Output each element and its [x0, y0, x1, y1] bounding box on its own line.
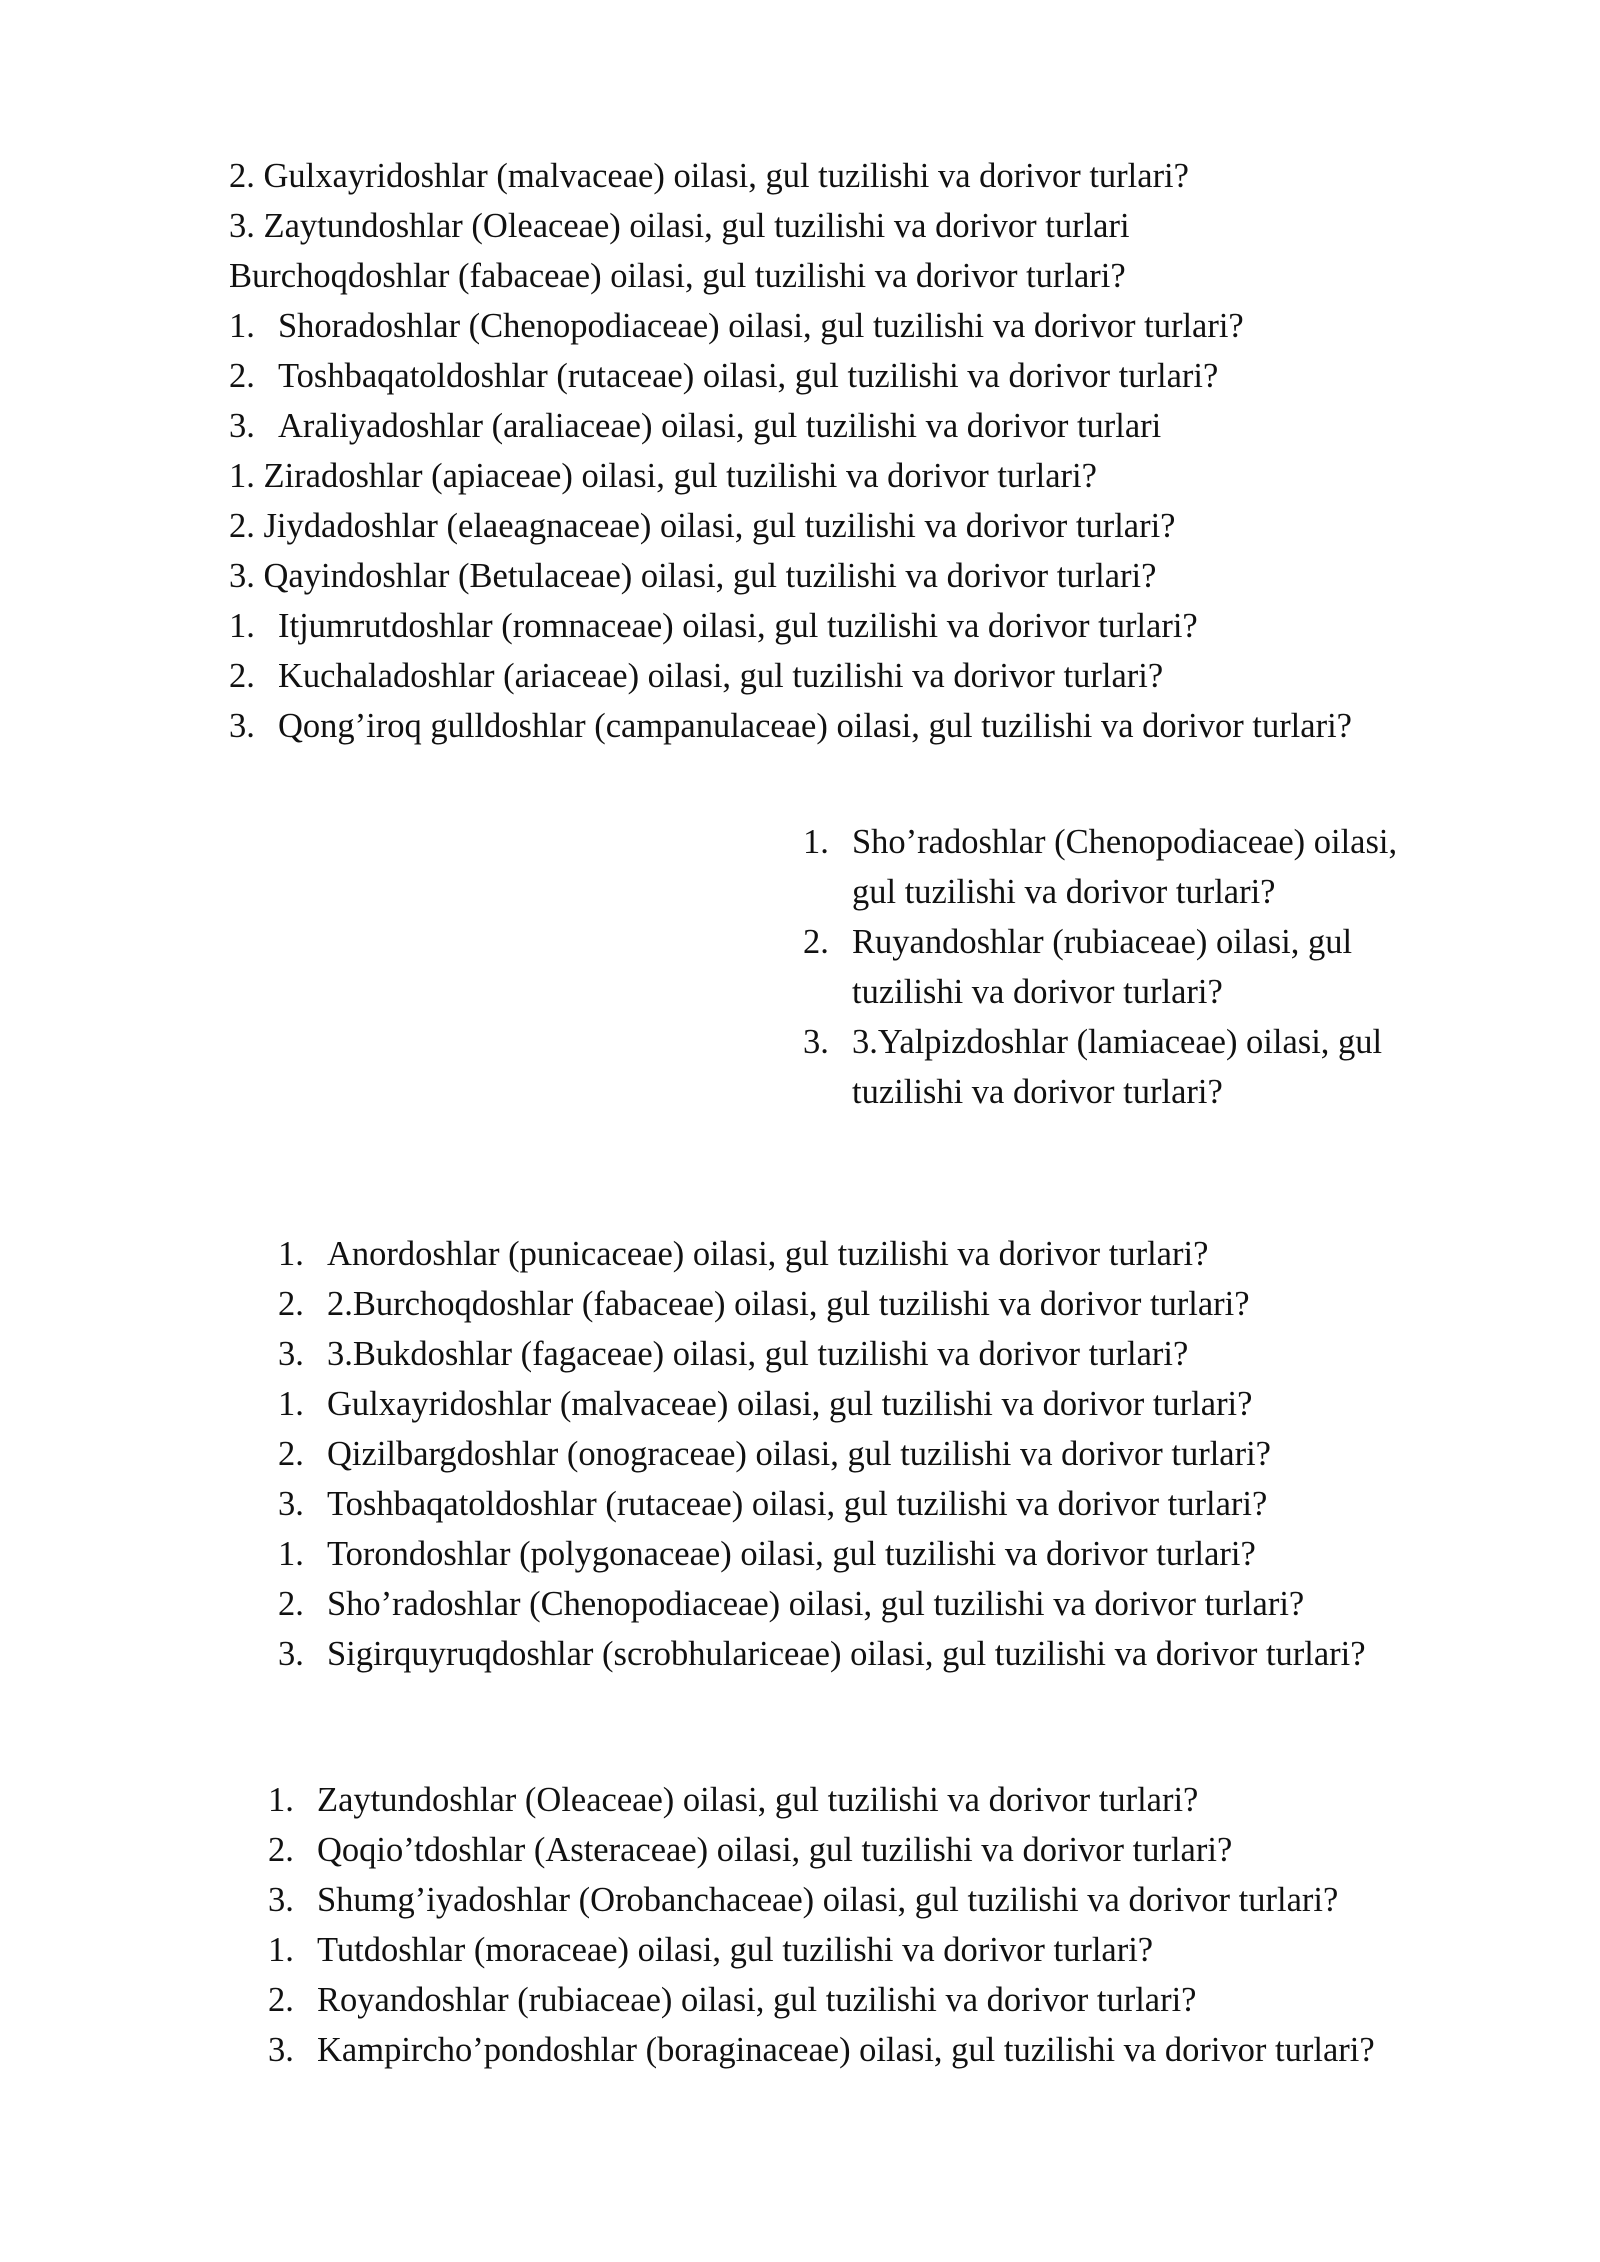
list-item	[268, 1925, 1153, 1975]
item-text: Qong’iroq gulldoshlar (campanulaceae) oilasi, gul tuzilishi va dorivor turlari?	[278, 707, 1352, 745]
item-number: 2.	[278, 1435, 304, 1473]
item-number: 2.	[278, 1585, 304, 1623]
item-text: Qizilbargdoshlar (onograceae) oilasi, gul tuzilishi va dorivor turlari?	[327, 1435, 1271, 1473]
item-number: 1.	[268, 1931, 294, 1969]
item-text: Shoradoshlar (Chenopodiaceae) oilasi, gul tuzilishi va dorivor turlari?	[278, 307, 1244, 345]
list-item	[278, 1279, 1250, 1329]
item-text: Qayindoshlar (Betulaceae) oilasi, gul tuzilishi va dorivor turlari?	[263, 557, 1157, 595]
list-item	[229, 251, 1126, 301]
item-text: Zaytundoshlar (Oleaceae) oilasi, gul tuzilishi va dorivor turlari	[263, 207, 1130, 245]
item-number: 3.	[268, 1881, 294, 1919]
item-text: Anordoshlar (punicaceae) oilasi, gul tuzilishi va dorivor turlari?	[327, 1235, 1209, 1273]
list-item	[229, 201, 1130, 251]
item-text-line-1: Sho’radoshlar (Chenopodiaceae) oilasi,	[852, 823, 1398, 861]
item-text-line-1: Ruyandoshlar (rubiaceae) oilasi, gul	[852, 923, 1353, 961]
list-item	[268, 1825, 1232, 1875]
list-item	[278, 1479, 1267, 1529]
list-item	[278, 1329, 1188, 1379]
item-text: Kampircho’pondoshlar (boraginaceae) oilasi, gul tuzilishi va dorivor turlari?	[317, 2031, 1375, 2069]
list-item	[229, 651, 1163, 701]
item-text: Toshbaqatoldoshlar (rutaceae) oilasi, gul tuzilishi va dorivor turlari?	[278, 357, 1219, 395]
list-item	[278, 1379, 1252, 1429]
item-text: Burchoqdoshlar (fabaceae) oilasi, gul tuzilishi va dorivor turlari?	[229, 257, 1126, 295]
item-number: 1.	[278, 1535, 304, 1573]
item-number: 2.	[229, 507, 255, 545]
item-text: 2.Burchoqdoshlar (fabaceae) oilasi, gul tuzilishi va dorivor turlari?	[327, 1285, 1250, 1323]
list-item	[229, 151, 1189, 201]
item-text: Gulxayridoshlar (malvaceae) oilasi, gul tuzilishi va dorivor turlari?	[327, 1385, 1253, 1423]
item-text-line-2: gul tuzilishi va dorivor turlari?	[852, 873, 1276, 911]
item-text: Zaytundoshlar (Oleaceae) oilasi, gul tuzilishi va dorivor turlari?	[317, 1781, 1199, 1819]
item-number: 3.	[229, 407, 255, 445]
list-item	[278, 1229, 1208, 1279]
list-item	[278, 1629, 1366, 1679]
item-text: Itjumrutdoshlar (romnaceae) oilasi, gul tuzilishi va dorivor turlari?	[278, 607, 1198, 645]
item-number: 1.	[229, 307, 255, 345]
item-number: 3.	[278, 1485, 304, 1523]
item-text: Kuchaladoshlar (ariaceae) oilasi, gul tuzilishi va dorivor turlari?	[278, 657, 1164, 695]
list-item	[229, 301, 1244, 351]
item-number: 1.	[278, 1385, 304, 1423]
list-item	[229, 351, 1218, 401]
item-number: 2.	[278, 1285, 304, 1323]
item-number: 3.	[278, 1335, 304, 1373]
item-text: Shumg’iyadoshlar (Orobanchaceae) oilasi, gul tuzilishi va dorivor turlari?	[317, 1881, 1339, 1919]
list-item	[229, 551, 1156, 601]
item-number: 2.	[229, 657, 255, 695]
item-number: 3.	[229, 557, 255, 595]
item-number: 1.	[268, 1781, 294, 1819]
item-number: 2.	[229, 157, 255, 195]
item-number: 3.	[229, 707, 255, 745]
item-text: Gulxayridoshlar (malvaceae) oilasi, gul tuzilishi va dorivor turlari?	[263, 157, 1189, 195]
list-item	[268, 1975, 1196, 2025]
item-text: 3.Bukdoshlar (fagaceae) oilasi, gul tuzilishi va dorivor turlari?	[327, 1335, 1189, 1373]
item-text-line-2: tuzilishi va dorivor turlari?	[852, 1073, 1223, 1111]
list-item	[229, 501, 1176, 551]
item-number: 2.	[229, 357, 255, 395]
item-number: 2.	[268, 1831, 294, 1869]
item-number: 2.	[268, 1981, 294, 2019]
item-text: Toshbaqatoldoshlar (rutaceae) oilasi, gul tuzilishi va dorivor turlari?	[327, 1485, 1268, 1523]
list-item	[268, 1875, 1338, 1925]
item-number: 1.	[278, 1235, 304, 1273]
item-text: Sigirquyruqdoshlar (scrobhulariceae) oilasi, gul tuzilishi va dorivor turlari?	[327, 1635, 1366, 1673]
list-item	[268, 1775, 1198, 1825]
item-text: Torondoshlar (polygonaceae) oilasi, gul tuzilishi va dorivor turlari?	[327, 1535, 1256, 1573]
item-number: 3.	[278, 1635, 304, 1673]
item-text: Qoqio’tdoshlar (Asteraceae) oilasi, gul tuzilishi va dorivor turlari?	[317, 1831, 1233, 1869]
item-text: Royandoshlar (rubiaceae) oilasi, gul tuzilishi va dorivor turlari?	[317, 1981, 1197, 2019]
item-text: Ziradoshlar (apiaceae) oilasi, gul tuzilishi va dorivor turlari?	[263, 457, 1097, 495]
list-item	[229, 701, 1352, 751]
item-number: 3.	[803, 1023, 829, 1061]
list-item	[278, 1529, 1256, 1579]
item-number: 2.	[803, 923, 829, 961]
item-text: Araliyadoshlar (araliaceae) oilasi, gul tuzilishi va dorivor turlari	[278, 407, 1162, 445]
list-item	[268, 2025, 1375, 2075]
item-text-line-1: 3.Yalpizdoshlar (lamiaceae) oilasi, gul	[852, 1023, 1383, 1061]
item-text: Sho’radoshlar (Chenopodiaceae) oilasi, gul tuzilishi va dorivor turlari?	[327, 1585, 1305, 1623]
item-number: 3.	[229, 207, 255, 245]
item-number: 1.	[229, 607, 255, 645]
list-item	[229, 401, 1161, 451]
item-text: Tutdoshlar (moraceae) oilasi, gul tuzilishi va dorivor turlari?	[317, 1931, 1154, 1969]
item-number: 1.	[803, 823, 829, 861]
list-item	[278, 1429, 1271, 1479]
item-text: Jiydadoshlar (elaeagnaceae) oilasi, gul tuzilishi va dorivor turlari?	[263, 507, 1176, 545]
item-number: 1.	[229, 457, 255, 495]
list-item	[229, 451, 1097, 501]
list-item	[278, 1579, 1304, 1629]
list-item	[229, 601, 1198, 651]
item-text-line-2: tuzilishi va dorivor turlari?	[852, 973, 1223, 1011]
item-number: 3.	[268, 2031, 294, 2069]
